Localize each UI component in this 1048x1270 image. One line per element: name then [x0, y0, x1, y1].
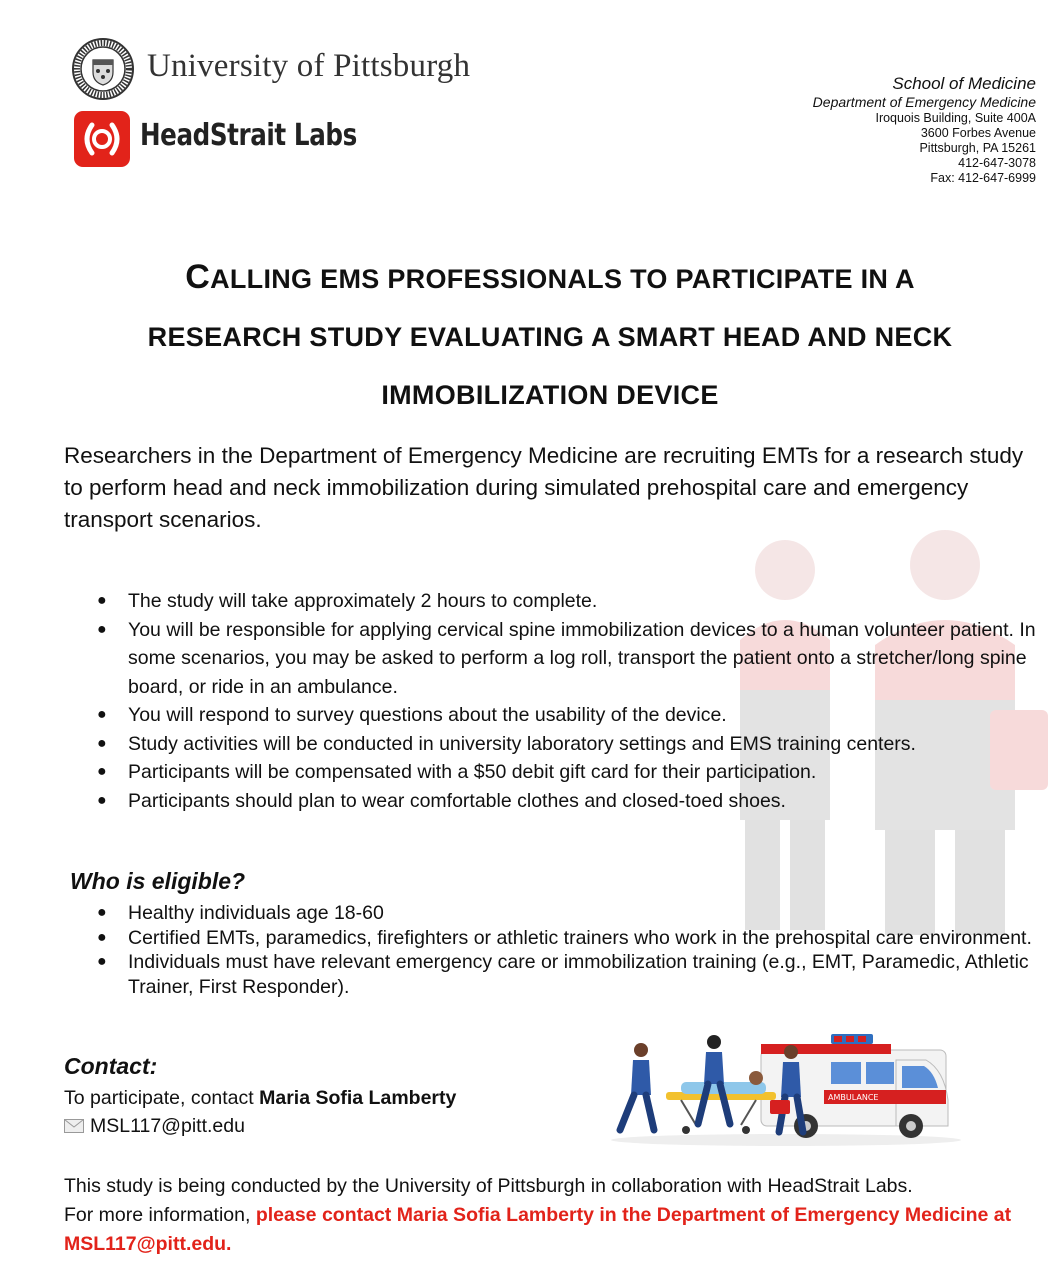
mail-icon — [64, 1119, 84, 1133]
title-line3: IMMOBILIZATION DEVICE — [381, 380, 719, 410]
contact-heading: Contact: — [64, 1053, 158, 1079]
study-point-text: Study activities will be conducted in university laboratory settings and EMS training centers. — [128, 732, 916, 755]
list-item: ● Individuals must have relevant emergency care or immobilization training (e.g., EMT, Paramedic, Athletic Trainer, First Responder). — [97, 951, 1029, 998]
address-block — [813, 74, 1036, 186]
eligibility-text: Individuals must have relevant emergency care or immobilization training (e.g., EMT, Paramedic, Athletic Trainer, First Responder). — [128, 951, 1029, 998]
contact-name: Maria Sofia Lamberty — [259, 1087, 457, 1109]
headstrait-logo-icon — [74, 111, 130, 167]
eligibility-text: Certified EMTs, paramedics, firefighters or athletic trainers who work in the prehospital care environment. — [128, 926, 1032, 949]
contact-email[interactable]: MSL117@pitt.edu — [90, 1115, 245, 1137]
department-name: Department of Emergency Medicine — [812, 94, 1036, 111]
list-item: ● Participants should plan to wear comfortable clothes and closed-toed shoes. — [97, 789, 786, 812]
intro-paragraph: Researchers in the Department of Emergency Medicine are recruiting EMTs for a research study to perform head and neck immobilization during simulated prehospital care and emergency transport scenarios. — [64, 443, 1024, 532]
study-point-text: You will be responsible for applying cervical spine immobilization devices to a human volunteer patient. In some scenarios, you may be asked to perform a log roll, transport the patient onto a stretcher/long spine board, or ride in an ambulance. — [128, 618, 1036, 698]
footer-line1: This study is being conducted by the University of Pittsburgh in collaboration with HeadStrait Labs. — [64, 1175, 913, 1197]
school-name: School of Medicine — [892, 74, 1036, 93]
page-title — [40, 248, 1048, 424]
study-points-list — [64, 587, 1044, 815]
list-item: ● You will respond to survey questions about the usability of the device. — [97, 704, 727, 726]
building: Iroquois Building, Suite 400A — [875, 111, 1036, 126]
footer-line2-prefix: For more information, — [64, 1204, 256, 1226]
footer-paragraph — [64, 1172, 1024, 1259]
ambulance-label: AMBULANCE — [828, 1093, 879, 1102]
city: Pittsburgh, PA 15261 — [919, 141, 1036, 156]
list-item: ● Healthy individuals age 18-60 — [97, 902, 384, 924]
title-line2: RESEARCH STUDY EVALUATING A SMART HEAD AND NECK — [147, 322, 953, 352]
study-point-text: Participants should plan to wear comfortable clothes and closed-toed shoes. — [128, 789, 786, 812]
study-point-text: You will respond to survey questions about the usability of the device. — [128, 704, 727, 726]
ambulance-illustration — [606, 1030, 966, 1148]
eligibility-list — [64, 901, 1044, 999]
list-item: ● Certified EMTs, paramedics, firefighters or athletic trainers who work in the prehospital care environment. — [97, 926, 1032, 949]
street: 3600 Forbes Avenue — [920, 126, 1036, 141]
university-seal-icon — [72, 38, 134, 100]
study-point-text: Participants will be compensated with a $50 debit gift card for their participation. — [128, 761, 817, 783]
list-item: ● The study will take approximately 2 hours to complete. — [97, 590, 598, 612]
fax: Fax: 412-647-6999 — [930, 171, 1036, 186]
footer-line2 — [64, 1201, 1024, 1259]
title-line1: ALLING EMS PROFESSIONALS TO PARTICIPATE IN A — [210, 264, 915, 294]
eligibility-text: Healthy individuals age 18-60 — [128, 902, 384, 924]
contact-line — [64, 1087, 456, 1110]
eligibility-heading: Who is eligible? — [70, 868, 246, 894]
email-line — [64, 1115, 245, 1138]
list-item: ● Study activities will be conducted in university laboratory settings and EMS training centers. — [97, 732, 916, 755]
phone: 412-647-3078 — [958, 156, 1036, 171]
list-item: ● You will be responsible for applying cervical spine immobilization devices to a human volunteer patient. In some scenarios, you may be asked to perform a log roll, transport the patient onto a stretcher/long spine board, or ride in an ambulance. — [97, 618, 1036, 698]
list-item: ● Participants will be compensated with a $50 debit gift card for their participation. — [97, 761, 817, 783]
title-first-letter: C — [185, 258, 211, 296]
footer-contact-info: please contact Maria Sofia Lamberty in the Department of Emergency Medicine at MSL117@pitt.edu. — [64, 1204, 1012, 1255]
study-point-text: The study will take approximately 2 hours to complete. — [128, 590, 598, 612]
contact-prefix: To participate, contact — [64, 1087, 260, 1109]
university-name: University of Pittsburgh — [147, 48, 471, 84]
lab-name: HeadStrait Labs — [140, 118, 357, 153]
